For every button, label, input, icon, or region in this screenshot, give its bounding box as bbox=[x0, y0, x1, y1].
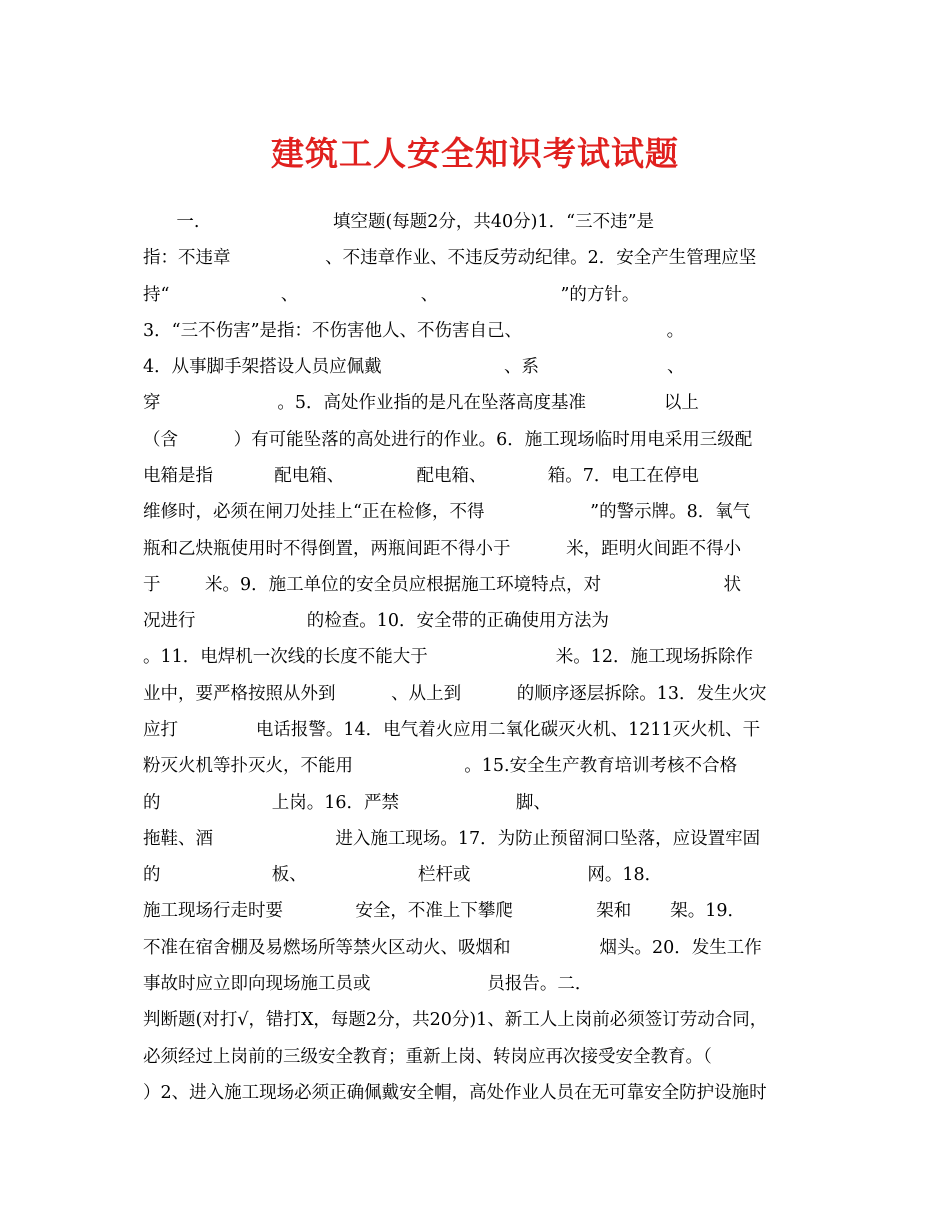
text-line: 4．从事脚手架搭设人员应佩戴 、系 、 bbox=[143, 357, 685, 377]
text-line: 持“ 、 、 ”的方针。 bbox=[143, 285, 640, 305]
text-line: 。11．电焊机一次线的长度不能大于 米。12．施工现场拆除作 bbox=[143, 647, 753, 667]
text-line: 应打 电话报警。14．电气着火应用二氧化碳灭火机、1211灭火机、干 bbox=[143, 720, 761, 740]
text-line: 电箱是指 配电箱、 配电箱、 箱。7．电工在停电 bbox=[143, 466, 699, 486]
document-title: 建筑工人安全知识考试试题 bbox=[271, 134, 679, 173]
text-line: 的 上岗。16．严禁 脚、 bbox=[143, 793, 551, 813]
text-line: 粉灭火机等扑灭火，不能用 。15.安全生产教育培训考核不合格 bbox=[143, 756, 738, 776]
text-line: 必须经过上岗前的三级安全教育；重新上岗、转岗应再次接受安全教育。（ bbox=[143, 1047, 712, 1067]
text-line: 不准在宿舍棚及易燃场所等禁火区动火、吸烟和 烟头。20．发生工作 bbox=[143, 938, 762, 958]
text-line: 事故时应立即向现场施工员或 员报告。二． bbox=[143, 974, 593, 994]
text-line: 拖鞋、酒 进入施工现场。17．为防止预留洞口坠落，应设置牢固 bbox=[143, 829, 761, 849]
text-line: 于 米。9．施工单位的安全员应根据施工环境特点，对 状 bbox=[143, 575, 742, 595]
text-line: 瓶和乙炔瓶使用时不得倒置，两瓶间距不得小于 米，距明火间距不得小 bbox=[143, 539, 742, 559]
text-line: 况进行 的检查。10．安全带的正确使用方法为 bbox=[143, 611, 610, 631]
text-line: 业中，要严格按照从外到 、从上到 的顺序逐层拆除。13．发生火灾 bbox=[143, 684, 767, 704]
text-line: 穿 。5．高处作业指的是凡在坠落高度基准 以上 bbox=[143, 393, 699, 413]
text-line: 施工现场行走时要 安全，不准上下攀爬 架和 架。19． bbox=[143, 901, 745, 921]
text-line: 一. 填空题(每题2分，共40分)1．“三不违”是 bbox=[143, 212, 655, 232]
text-line: （含 ）有可能坠落的高处进行的作业。6．施工现场临时用电采用三级配 bbox=[143, 430, 753, 450]
text-line: 判断题(对打√，错打X，每题2分，共20分)1、新工人上岗前必须签订劳动合同， bbox=[143, 1010, 768, 1030]
text-line: ）2、进入施工现场必须正确佩戴安全帽，高处作业人员在无可靠安全防护设施时 bbox=[143, 1083, 767, 1103]
text-line: 3．“三不伤害”是指：不伤害他人、不伤害自己、 。 bbox=[143, 321, 685, 341]
text-line: 指：不违章 、不违章作业、不违反劳动纪律。2．安全产生管理应坚 bbox=[143, 248, 757, 268]
text-line: 维修时，必须在闸刀处挂上“正在检修，不得 ”的警示牌。8．氧气 bbox=[143, 502, 751, 522]
text-line: 的 板、 栏杆或 网。18． bbox=[143, 865, 663, 885]
